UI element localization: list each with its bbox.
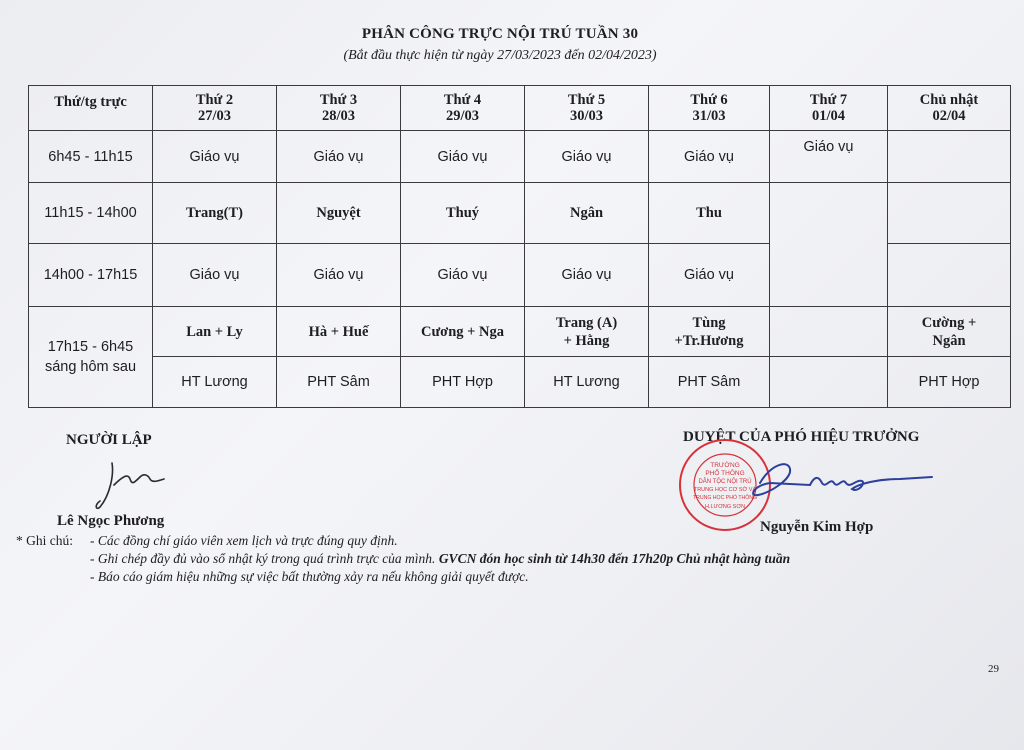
table-row bbox=[29, 131, 1011, 183]
preparer-signature bbox=[92, 455, 182, 515]
duty-cell: Giáo vụ bbox=[649, 131, 770, 183]
duty-cell: Trang(T) bbox=[153, 183, 277, 244]
approver-signature bbox=[740, 455, 940, 505]
header-day-3: Thứ 4 29/03 bbox=[401, 86, 525, 131]
duty-cell: Giáo vụ bbox=[153, 131, 277, 183]
svg-text:PHỔ THÔNG: PHỔ THÔNG bbox=[705, 470, 745, 477]
duty-cell: Trang (A) + Hằng bbox=[525, 307, 649, 357]
svg-text:H.LƯƠNG SƠN: H.LƯƠNG SƠN bbox=[704, 504, 746, 510]
lead-cell: HT Lương bbox=[525, 357, 649, 408]
duty-cell: Giáo vụ bbox=[401, 131, 525, 183]
header-day-4: Thứ 5 30/03 bbox=[525, 86, 649, 131]
time-slot-cell: 14h00 - 17h15 bbox=[29, 244, 153, 307]
time-slot-cell: 6h45 - 11h15 bbox=[29, 131, 153, 183]
duty-cell: Giáo vụ bbox=[153, 244, 277, 307]
preparer-name: Lê Ngọc Phương bbox=[57, 513, 165, 529]
document-title: PHÂN CÔNG TRỰC NỘI TRÚ TUẦN 30 bbox=[361, 26, 639, 42]
duty-cell: Giáo vụ bbox=[277, 131, 401, 183]
duty-cell: Cương + Nga bbox=[401, 307, 525, 357]
svg-text:TRUNG HỌC PHỔ THÔNG: TRUNG HỌC PHỔ THÔNG bbox=[692, 495, 758, 501]
time-slot-cell: 17h15 - 6h45 sáng hôm sau bbox=[29, 307, 153, 408]
lead-cell: PHT Sâm bbox=[277, 357, 401, 408]
page-number: 29 bbox=[988, 663, 999, 675]
empty-cell bbox=[888, 244, 1011, 307]
empty-cell bbox=[888, 183, 1011, 244]
duty-cell: Giáo vụ bbox=[770, 131, 888, 183]
note-line-2: - Ghi chép đầy đủ vào sổ nhật ký trong quá trình trực của mình. GVCN đón học sinh từ 14h30 đến 17h20p Chủ nhật hàng tuần bbox=[90, 551, 791, 566]
header-day-5: Thứ 6 31/03 bbox=[649, 86, 770, 131]
table-row bbox=[29, 357, 1011, 408]
lead-cell bbox=[770, 357, 888, 408]
prepared-by-heading: NGƯỜI LẬP bbox=[66, 432, 152, 448]
table-row bbox=[29, 307, 1011, 357]
notes-label: * Ghi chú: bbox=[16, 533, 73, 548]
svg-text:TRUNG HỌC CƠ SỞ VÀ: TRUNG HỌC CƠ SỞ VÀ bbox=[693, 487, 757, 493]
svg-text:TRƯỜNG: TRƯỜNG bbox=[710, 462, 740, 469]
empty-cell bbox=[888, 131, 1011, 183]
note-line-3: - Báo cáo giám hiệu những sự việc bất thường xảy ra nếu không giải quyết được. bbox=[90, 569, 529, 584]
duty-cell: Giáo vụ bbox=[525, 131, 649, 183]
duty-cell: Ngân bbox=[525, 183, 649, 244]
table-row bbox=[29, 183, 1011, 244]
duty-cell: Lan + Ly bbox=[153, 307, 277, 357]
empty-cell bbox=[770, 183, 888, 307]
header-day-6: Thứ 7 01/04 bbox=[770, 86, 888, 131]
document-subtitle: (Bắt đầu thực hiện từ ngày 27/03/2023 đến 02/04/2023) bbox=[343, 48, 657, 63]
duty-cell: Thu bbox=[649, 183, 770, 244]
lead-cell: PHT Hợp bbox=[401, 357, 525, 408]
duty-cell: Cường + Ngân bbox=[888, 307, 1011, 357]
duty-schedule-table bbox=[28, 85, 1011, 408]
duty-cell: Giáo vụ bbox=[401, 244, 525, 307]
lead-cell: HT Lương bbox=[153, 357, 277, 408]
header-row bbox=[29, 86, 1011, 131]
duty-cell: Nguyệt bbox=[277, 183, 401, 244]
lead-cell: PHT Sâm bbox=[649, 357, 770, 408]
header-day-7: Chủ nhật 02/04 bbox=[888, 86, 1011, 131]
duty-cell: Tùng +Tr.Hương bbox=[649, 307, 770, 357]
header-day-2: Thứ 3 28/03 bbox=[277, 86, 401, 131]
duty-cell: Hà + Huế bbox=[277, 307, 401, 357]
header-day-1: Thứ 2 27/03 bbox=[153, 86, 277, 131]
header-corner: Thứ/tg trực bbox=[29, 86, 153, 131]
lead-cell: PHT Hợp bbox=[888, 357, 1011, 408]
duty-cell bbox=[770, 307, 888, 357]
svg-text:DÂN TỘC NỘI TRÚ: DÂN TỘC NỘI TRÚ bbox=[698, 479, 752, 485]
duty-cell: Giáo vụ bbox=[277, 244, 401, 307]
time-slot-cell: 11h15 - 14h00 bbox=[29, 183, 153, 244]
approval-heading: DUYỆT CỦA PHÓ HIỆU TRƯỞNG bbox=[683, 429, 920, 445]
duty-cell: Giáo vụ bbox=[649, 244, 770, 307]
duty-cell: Thuý bbox=[401, 183, 525, 244]
duty-cell: Giáo vụ bbox=[525, 244, 649, 307]
note-line-1: - Các đồng chí giáo viên xem lịch và trực đúng quy định. bbox=[90, 533, 398, 548]
approver-name: Nguyễn Kim Hợp bbox=[760, 519, 874, 535]
